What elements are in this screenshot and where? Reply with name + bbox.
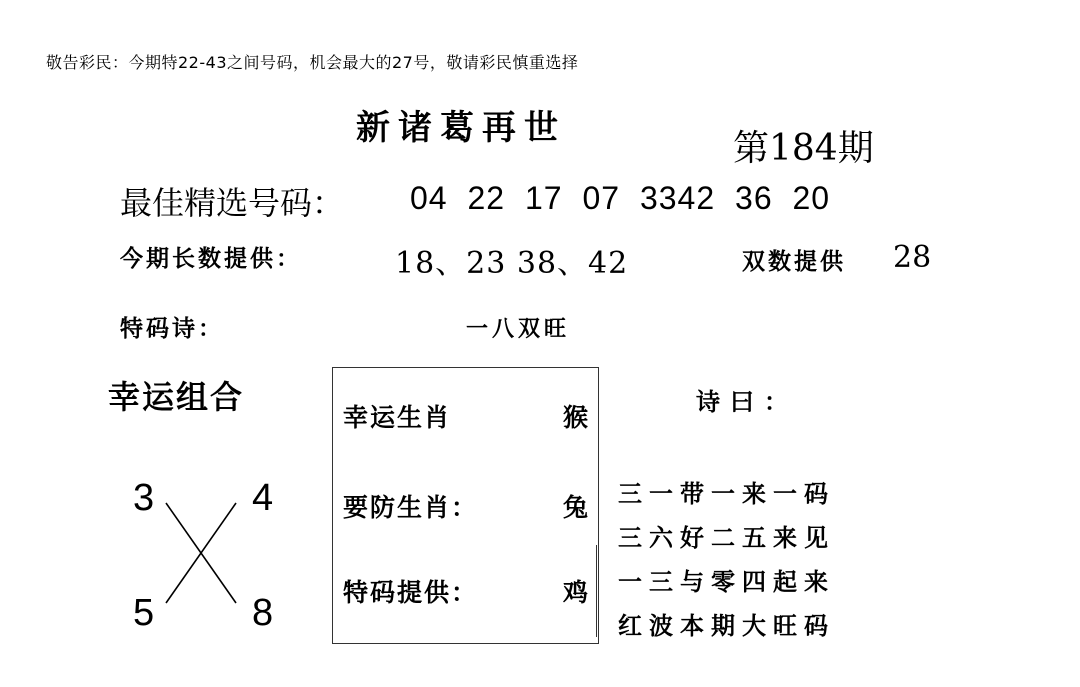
zodiac-box xyxy=(332,367,599,644)
long-numbers: 18、23 38、42 xyxy=(395,246,629,281)
combo-digit-top-right: 4 xyxy=(252,477,274,519)
poem-line: 一三与零四起来 xyxy=(618,568,835,596)
poem-heading: 诗曰： xyxy=(696,388,798,416)
cross-lines xyxy=(150,495,250,607)
long-numbers-label: 今期长数提供： xyxy=(120,246,302,272)
box-row-label: 幸运生肖 xyxy=(343,403,452,432)
box-row-label: 特码提供： xyxy=(343,578,479,607)
poem-line: 红波本期大旺码 xyxy=(618,612,835,640)
even-number: 28 xyxy=(893,240,932,275)
best-numbers-label: 最佳精选号码： xyxy=(120,184,345,222)
combo-digit-top-left: 3 xyxy=(133,477,155,519)
combo-digit-bottom-left: 5 xyxy=(133,592,155,634)
special-poem-label: 特码诗： xyxy=(120,316,224,342)
poem-line: 三六好二五来见 xyxy=(618,524,835,552)
special-poem-text: 一八双旺 xyxy=(466,317,571,342)
combo-digit-bottom-right: 8 xyxy=(252,592,274,634)
issue-number: 第184期 xyxy=(733,128,874,169)
box-row-value: 兔 xyxy=(562,493,590,522)
notice-banner: 敬告彩民：今期特22-43之间号码，机会最大的27号，敬请彩民慎重选择 xyxy=(46,53,579,72)
box-row-value: 鸡 xyxy=(562,578,590,607)
page-title: 新诸葛再世 xyxy=(356,108,566,148)
even-numbers-label: 双数提供 xyxy=(742,249,846,275)
best-numbers: 04 22 17 07 3342 36 20 xyxy=(410,180,831,216)
poem-line: 三一带一来一码 xyxy=(618,480,835,508)
box-row-label: 要防生肖： xyxy=(343,493,479,522)
poem-divider xyxy=(596,545,597,637)
box-row-value: 猴 xyxy=(562,403,590,432)
lucky-combo-title: 幸运组合 xyxy=(108,378,245,416)
